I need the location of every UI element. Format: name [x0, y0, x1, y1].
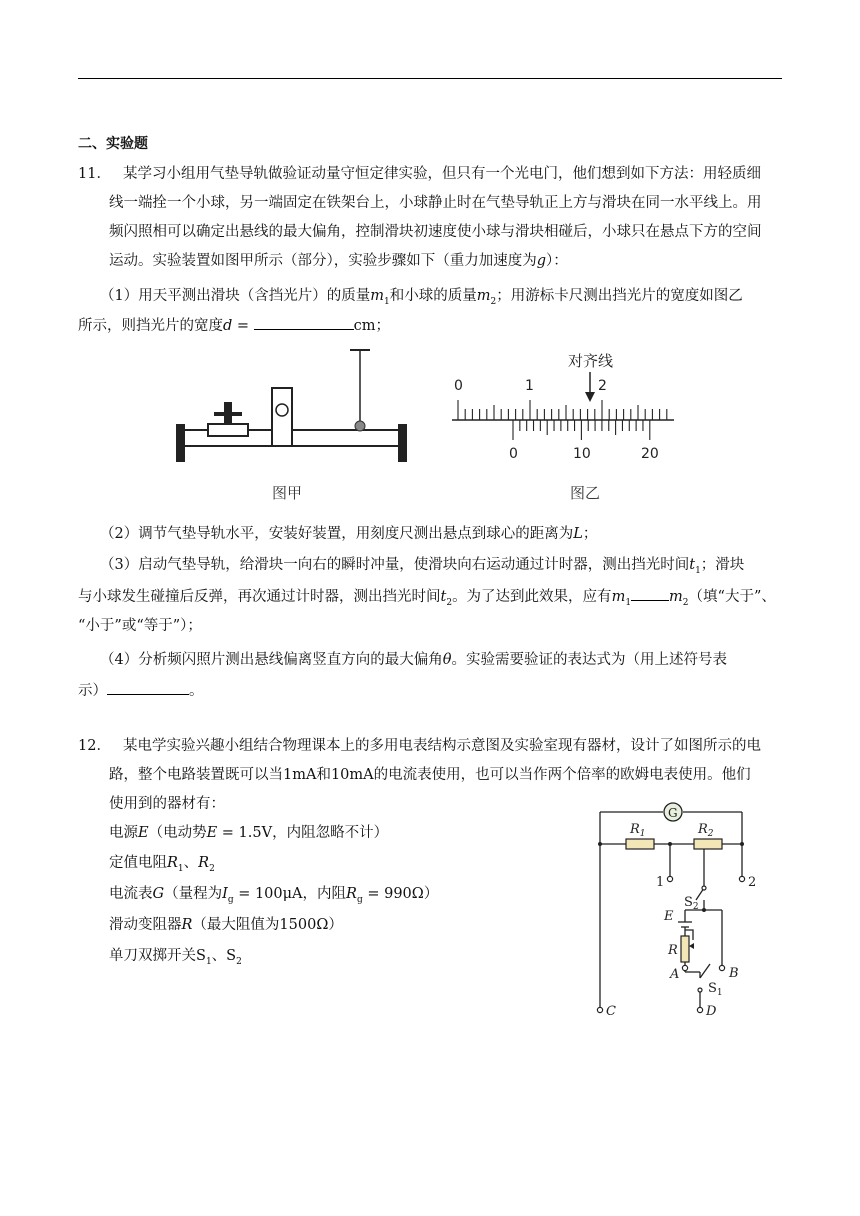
- track-end-left: [176, 424, 185, 462]
- label-G: G: [668, 806, 678, 820]
- vernier-tick-20: 20: [641, 446, 659, 462]
- q11-part4-line-1: （4）分析频闪照片测出悬线偏离竖直方向的最大偏角θ。实验需要验证的表达式为（用上述符号表: [100, 652, 727, 668]
- figure-jia-caption: 图甲: [272, 484, 303, 502]
- figure-yi-caption: 图乙: [570, 484, 601, 502]
- q11-line-3: 频闪照相可以确定出悬线的最大偏角，控制滑块初速度使小球与滑块相碰后，小球只在悬点下方的空间: [109, 224, 762, 240]
- main-tick-1: 1: [525, 378, 534, 394]
- q11-line-1: 11． 某学习小组用气垫导轨做验证动量守恒定律实验，但只有一个光电门，他们想到如下方法：用轻质细: [78, 166, 761, 182]
- label-A: A: [670, 967, 680, 982]
- header-rule: [78, 78, 782, 79]
- track-end-right: [398, 424, 407, 462]
- q11-line-2: 线一端拴一个小球，另一端固定在铁架台上，小球静止时在气垫导轨正上方与滑块在同一水平线上。用: [109, 195, 762, 211]
- q11-part3-line-2: 与小球发生碰撞后反弹，再次通过计时器，测出挡光时间$t_2$。为了达到此效果，应有$m_1$ $m_2$（填“大于”、: [78, 586, 776, 613]
- small-ball: [355, 421, 365, 431]
- q11-number: 11．: [78, 166, 111, 182]
- q11-part1-line-1: （1）用天平测出滑块（含挡光片）的质量$m_1$和小球的质量$m_2$；用游标卡尺测出挡光片的宽度如图乙: [100, 288, 743, 307]
- vernier-tick-0: 0: [509, 446, 518, 462]
- label-S2: $S_2$: [684, 895, 699, 912]
- terminal-1: [667, 876, 672, 881]
- terminal-2: [739, 876, 744, 881]
- label-E: E: [664, 909, 674, 924]
- q11-part2: （2）调节气垫导轨水平，安装好装置，用刻度尺测出悬点到球心的距离为L；: [100, 526, 598, 542]
- q12-line-2: 路，整个电路装置既可以当1mA和10mA的电流表使用，也可以当作两个倍率的欧姆电表使用。他们: [109, 767, 751, 783]
- label-2: 2: [748, 875, 757, 890]
- vernier-scale: [513, 420, 650, 440]
- align-line-label: 对齐线: [568, 352, 614, 370]
- rheostat-R: [681, 936, 689, 962]
- terminal-B: [719, 965, 724, 970]
- figure-yi-vernier: [448, 344, 678, 468]
- slider-block: [208, 424, 248, 436]
- q11-part3-line-1: （3）启动气垫导轨，给滑块一向右的瞬时冲量，使滑块向右运动通过计时器，测出挡光时间$t_1$；滑块: [100, 557, 745, 576]
- photogate: [272, 388, 292, 446]
- label-D: D: [706, 1004, 717, 1019]
- terminal-A: [682, 965, 687, 970]
- q12-line-3: 使用到的器材有：: [109, 796, 225, 812]
- q11-line-4: 运动。实验装置如图甲所示（部分），实验步骤如下（重力加速度为g）：: [109, 253, 568, 269]
- answer-blank-expression[interactable]: [107, 680, 189, 695]
- q12-number: 12．: [78, 738, 111, 754]
- answer-blank-d[interactable]: [254, 315, 354, 330]
- circuit-diagram: [590, 796, 760, 1026]
- q11-part3-line-3: “小于”或“等于”）；: [78, 618, 202, 634]
- equipment-resistors: 定值电阻$R_1$、$R_2$: [109, 855, 215, 874]
- equipment-ammeter: 电流表G（量程为$I_g = 100\mu A$，内阻$R_g = 990\Omega$）: [109, 886, 439, 905]
- equipment-rheostat: 滑动变阻器R（最大阻值为1500Ω）: [109, 917, 343, 933]
- label-R1: $R_1$: [630, 822, 646, 839]
- equipment-source: 电源E（电动势E = 1.5V，内阻忽略不计）: [109, 825, 389, 841]
- section-title: 二、实验题: [78, 136, 148, 152]
- q12-line-1: 12． 某电学实验兴趣小组结合物理课本上的多用电表结构示意图及实验室现有器材，设计了如图所示的电: [78, 738, 761, 754]
- resistor-R1: [626, 839, 654, 849]
- q11-part1-line-2: 所示，则挡光片的宽度d = cm；: [78, 315, 390, 336]
- terminal-C: [597, 1007, 602, 1012]
- figure-jia-apparatus: [174, 340, 410, 468]
- label-R2: $R_2$: [698, 822, 714, 839]
- main-scale: [458, 400, 667, 420]
- label-B: B: [729, 966, 739, 981]
- resistor-R2: [694, 839, 722, 849]
- label-S1: $S_1$: [708, 981, 723, 998]
- terminal-D: [697, 1007, 702, 1012]
- q11-part4-line-2: 示） 。: [78, 680, 204, 701]
- label-1: 1: [656, 875, 665, 890]
- label-R: R: [668, 943, 678, 958]
- label-C: C: [606, 1004, 616, 1019]
- equipment-switches: 单刀双掷开关$S_1$、$S_2$: [109, 948, 242, 967]
- main-tick-2: 2: [598, 378, 607, 394]
- main-tick-0: 0: [454, 378, 463, 394]
- vernier-tick-10: 10: [573, 446, 591, 462]
- answer-blank-compare[interactable]: [631, 586, 669, 601]
